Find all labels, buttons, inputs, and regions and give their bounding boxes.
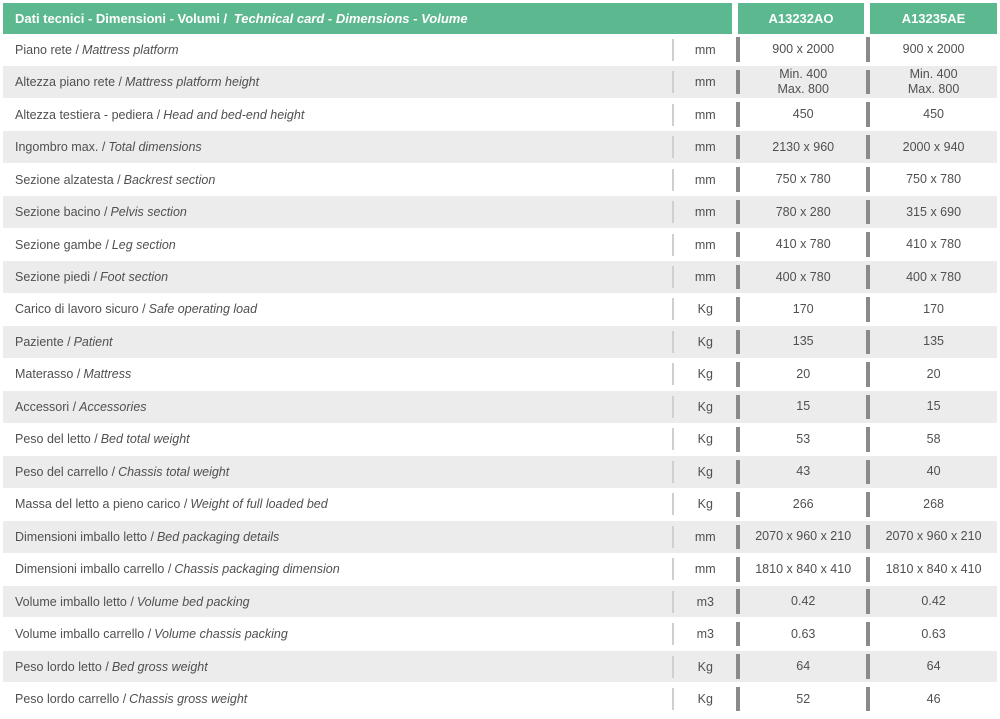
row-unit: Kg xyxy=(697,432,713,447)
row-label xyxy=(3,99,672,130)
row-label-italian: Peso del letto / xyxy=(15,432,98,447)
row-value-model-1: 52 xyxy=(796,691,811,706)
row-label-italian: Sezione piedi / xyxy=(15,270,98,285)
row-value-model-1: 900 x 2000 xyxy=(772,42,835,57)
row-unit: mm xyxy=(694,205,716,220)
row-label-italian: Materasso / xyxy=(15,367,81,382)
technical-spec-table xyxy=(3,3,997,716)
row-value-model-2: 268 xyxy=(923,496,944,511)
row-label xyxy=(3,683,672,714)
row-value-model-1: 400 x 780 xyxy=(775,269,831,284)
row-unit: mm xyxy=(694,42,716,57)
row-label xyxy=(3,66,672,97)
row-value-model-2: 2070 x 960 x 210 xyxy=(885,529,982,544)
table-row xyxy=(3,131,997,163)
table-row xyxy=(3,196,997,228)
row-label-english: Volume chassis packing xyxy=(154,627,288,642)
row-label-english: Accessories xyxy=(79,399,147,414)
row-unit: mm xyxy=(694,172,716,187)
row-label-english: Chassis total weight xyxy=(118,464,230,479)
row-value-model-2: 0.63 xyxy=(921,626,946,641)
table-row xyxy=(3,99,997,131)
row-label-italian: Dimensioni imballo letto / xyxy=(15,529,154,544)
table-title-english: Technical card - Dimensions - Volume xyxy=(233,11,468,26)
row-label-italian: Sezione bacino / xyxy=(15,205,108,220)
row-label-italian: Sezione alzatesta / xyxy=(15,172,121,187)
row-label-english: Leg section xyxy=(111,237,176,252)
row-label-english: Patient xyxy=(73,334,113,349)
row-unit: Kg xyxy=(697,334,713,349)
row-unit: mm xyxy=(694,270,716,285)
row-label-italian: Volume imballo letto / xyxy=(15,594,134,609)
row-value-model-2: 450 xyxy=(923,107,944,122)
row-label xyxy=(3,326,672,357)
table-row xyxy=(3,424,997,456)
table-row xyxy=(3,66,997,98)
row-unit: mm xyxy=(694,75,716,90)
row-value-model-1: 780 x 280 xyxy=(775,204,831,219)
row-label-english: Mattress platform height xyxy=(125,75,260,90)
table-row xyxy=(3,683,997,715)
row-unit: Kg xyxy=(697,692,713,707)
row-label-italian: Sezione gambe / xyxy=(15,237,109,252)
row-label xyxy=(3,196,672,227)
row-value-model-1: 15 xyxy=(796,399,811,414)
row-value-model-1: 43 xyxy=(796,464,811,479)
table-row xyxy=(3,294,997,326)
row-value-model-2: 64 xyxy=(926,659,941,674)
row-label xyxy=(3,164,672,195)
row-unit: mm xyxy=(694,562,716,577)
row-value-model-2: 58 xyxy=(926,431,941,446)
row-label xyxy=(3,34,672,65)
row-value-model-1: 170 xyxy=(792,301,814,316)
row-value-model-2: 750 x 780 xyxy=(906,172,962,187)
row-label-italian: Peso lordo letto / xyxy=(15,659,109,674)
table-row xyxy=(3,359,997,391)
row-unit: Kg xyxy=(697,399,713,414)
row-value-model-2: 40 xyxy=(926,464,941,479)
row-value-model-2: 135 xyxy=(923,334,944,349)
table-row xyxy=(3,618,997,650)
row-unit: Kg xyxy=(697,497,713,512)
row-label-english: Volume bed packing xyxy=(136,594,250,609)
row-value-model-2: 15 xyxy=(926,399,941,414)
row-value-model-2: 410 x 780 xyxy=(906,237,962,252)
row-value-model-2: 900 x 2000 xyxy=(902,42,965,57)
row-unit: Kg xyxy=(697,367,713,382)
row-label-italian: Peso lordo carrello / xyxy=(15,692,127,707)
row-value-model-1: 20 xyxy=(796,366,811,381)
row-label-italian: Carico di lavoro sicuro / xyxy=(15,302,146,317)
row-unit: mm xyxy=(694,529,716,544)
row-label xyxy=(3,131,672,162)
row-label-italian: Altezza testiera - pediera / xyxy=(15,107,161,122)
row-value-model-2: 46 xyxy=(926,691,941,706)
row-label-italian: Dimensioni imballo carrello / xyxy=(15,562,172,577)
row-label xyxy=(3,651,672,682)
row-value-model-1: 450 xyxy=(792,107,814,122)
row-value-model-2: 400 x 780 xyxy=(906,269,962,284)
row-unit: Kg xyxy=(697,464,713,479)
row-label-italian: Accessori / xyxy=(15,399,77,414)
table-row xyxy=(3,261,997,293)
table-row xyxy=(3,229,997,261)
row-value-model-1: 2130 x 960 xyxy=(772,139,835,154)
row-unit: Kg xyxy=(697,659,713,674)
table-row xyxy=(3,164,997,196)
row-label-english: Mattress xyxy=(83,367,132,382)
row-label xyxy=(3,391,672,422)
row-label-italian: Peso del carrello / xyxy=(15,464,116,479)
row-label-italian: Ingombro max. / xyxy=(15,140,106,155)
table-row xyxy=(3,586,997,618)
row-label xyxy=(3,521,672,552)
table-row xyxy=(3,521,997,553)
row-value-model-2: 170 xyxy=(923,301,944,316)
row-unit: mm xyxy=(694,107,716,122)
row-label-italian: Volume imballo carrello / xyxy=(15,627,152,642)
row-label-english: Head and bed-end height xyxy=(163,107,305,122)
row-value-model-1: 410 x 780 xyxy=(775,237,831,252)
table-title-italian: Dati tecnici - Dimensioni - Volumi / xyxy=(15,11,228,26)
row-label-english: Bed gross weight xyxy=(111,659,208,674)
row-label xyxy=(3,294,672,325)
row-value-model-1: 2070 x 960 x 210 xyxy=(755,529,852,544)
row-value-model-1: 135 xyxy=(792,334,814,349)
row-label-english: Backrest section xyxy=(123,172,216,187)
row-label xyxy=(3,618,672,649)
row-label-italian: Massa del letto a pieno carico / xyxy=(15,497,188,512)
row-label xyxy=(3,424,672,455)
row-label-italian: Altezza piano rete / xyxy=(15,75,123,90)
row-label-english: Foot section xyxy=(100,270,169,285)
row-label xyxy=(3,586,672,617)
row-label-english: Weight of full loaded bed xyxy=(190,497,328,512)
row-value-model-1: 53 xyxy=(796,431,811,446)
row-unit: Kg xyxy=(697,302,713,317)
row-unit: m3 xyxy=(696,594,714,609)
table-row xyxy=(3,456,997,488)
row-label-english: Pelvis section xyxy=(110,205,187,220)
table-row xyxy=(3,651,997,683)
table-body xyxy=(3,34,997,716)
row-label xyxy=(3,456,672,487)
table-row xyxy=(3,391,997,423)
table-row xyxy=(3,326,997,358)
row-value-model-1: 0.63 xyxy=(791,626,816,641)
row-value-model-1: 266 xyxy=(792,496,814,511)
table-header xyxy=(3,3,997,34)
row-value-model-2: 1810 x 840 x 410 xyxy=(885,561,982,576)
row-unit: mm xyxy=(694,140,716,155)
row-label-english: Chassis gross weight xyxy=(129,692,248,707)
row-label-english: Bed total weight xyxy=(100,432,190,447)
row-label-italian: Paziente / xyxy=(15,334,71,349)
table-row xyxy=(3,489,997,521)
row-value-model-2: Min. 400 Max. 800 xyxy=(907,67,960,97)
row-label-english: Safe operating load xyxy=(148,302,258,317)
row-label-english: Chassis packaging dimension xyxy=(174,562,340,577)
row-label xyxy=(3,489,672,520)
row-value-model-1: 64 xyxy=(796,659,811,674)
row-unit: m3 xyxy=(696,627,714,642)
row-label xyxy=(3,554,672,585)
table-row xyxy=(3,554,997,586)
table-title xyxy=(3,3,732,34)
row-value-model-2: 0.42 xyxy=(921,594,946,609)
row-label-english: Mattress platform xyxy=(81,42,179,57)
row-value-model-1: 1810 x 840 x 410 xyxy=(755,561,852,576)
row-value-model-1: 750 x 780 xyxy=(775,172,831,187)
row-label xyxy=(3,359,672,390)
row-value-model-2: 315 x 690 xyxy=(906,204,962,219)
row-value-model-1: Min. 400 Max. 800 xyxy=(777,67,829,97)
table-row xyxy=(3,34,997,66)
model-header-2: A13235AE xyxy=(870,3,997,34)
row-value-model-1: 0.42 xyxy=(791,594,816,609)
row-value-model-2: 20 xyxy=(926,366,941,381)
row-label xyxy=(3,261,672,292)
row-label-english: Total dimensions xyxy=(108,140,202,155)
row-value-model-2: 2000 x 940 xyxy=(902,139,965,154)
row-label-english: Bed packaging details xyxy=(156,529,280,544)
row-unit: mm xyxy=(694,237,716,252)
model-header-1: A13232AO xyxy=(738,3,864,34)
row-label xyxy=(3,229,672,260)
row-label-italian: Piano rete / xyxy=(15,42,79,57)
